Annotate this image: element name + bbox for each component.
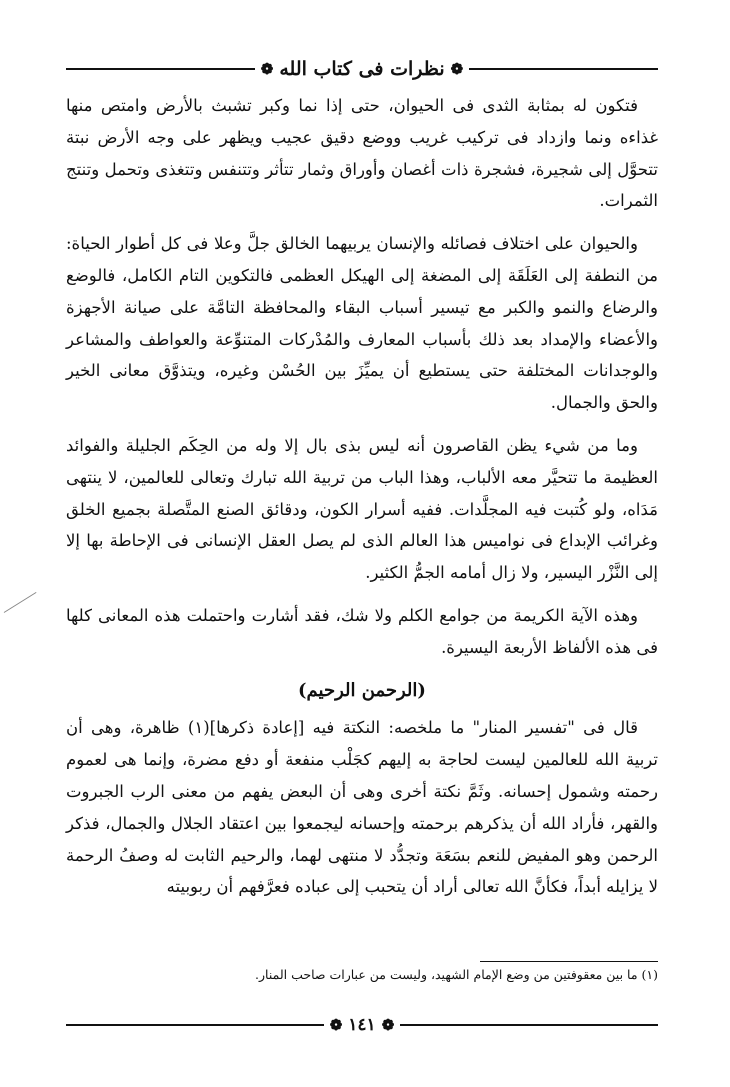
page-number-group [324,1015,401,1035]
header-rule-left [66,68,255,70]
margin-pencil-mark [4,592,37,613]
flower-ornament-icon: ❁ [329,1015,343,1034]
page-body [66,90,658,914]
footer-rule-left [66,1024,324,1026]
page-footer [66,1010,658,1040]
paragraph: وهذه الآية الكريمة من جوامع الكلم ولا شك، فقد أشارت واحتملت هذه المعانى كلها فى هذه الألفاظ الأربعة اليسيرة. [66,605,658,657]
running-header [66,52,658,86]
footer-rule-right [400,1024,658,1026]
flower-ornament-icon: ❁ [450,59,464,78]
flower-ornament-icon: ❁ [381,1015,395,1034]
header-title-group [255,58,469,80]
book-title: نظرات فى كتاب الله [279,58,445,80]
footnote: (١) ما بين معقوفتين من وضع الإمام الشهيد، وليست من عبارات صاحب المنار. [255,967,658,982]
paragraph: وما من شيء يظن القاصرون أنه ليس بذى بال إلا وله من الحِكَم الجليلة والفوائد العظيمة ما تتحيَّر معه الألباب، وهذا الباب من تربية الله تبارك وتعالى للعالمين، لا ينتهى مَدَاه، ولو كُتبت فيه المجلَّدات. ففيه أسرار الكون، ودقائق الصنع المتَّصلة بجميع الخلق وغرائب الإبداع فى نواميس هذا العالم الذى لم يصل العقل الإنسانى فى الإحاطة بها إلا إلى النَّزْر اليسير، ولا زال أمامه الجمُّ الكثير. [66,435,658,583]
paragraph: والحيوان على اختلاف فصائله والإنسان يربيهما الخالق جلَّ وعلا فى كل أطوار الحياة: من النطفة إلى العَلَقَة إلى المضغة إلى الهيكل العظمى فالتكوين التام الكامل، فالوضع والرضاع والنمو والكبر مع تيسير أسباب البقاء والمحافظة التامَّة على صيانة الأجهزة والأعضاء والإمداد بعد ذلك بأسباب المعارف والمُدْركات المتنوِّعة والعواطف والمشاعر والوجدانات المختلفة حتى يستطيع أن يميِّزَ بين الحُسْن وغيره، ويتذوَّق معانى الخير والحق والجمال. [66,234,658,413]
header-rule-right [469,68,658,70]
flower-ornament-icon: ❁ [260,59,274,78]
page-number: ١٤١ [348,1015,376,1035]
footnote-divider [480,961,658,962]
section-heading: (الرحمن الرحيم) [298,679,426,701]
paragraph: فتكون له بمثابة الثدى فى الحيوان، حتى إذا نما وكبر تشبث بالأرض وامتص منها غذاءه ونما وازداد فى تركيب غريب ووضع دقيق عجيب ويظهر على وجه الأرض نبتة تتحوَّل إلى شجيرة، فشجرة ذات أغصان وأوراق وثمار تتأثر وتتنفس وتتغذى وتحمل وتنتج الثمرات. [66,96,658,211]
paragraph: قال فى "تفسير المنار" ما ملخصه: النكتة فيه [إعادة ذكرها](١) ظاهرة، وهى أن تربية الله للعالمين ليست لحاجة به إليهم كجَلْب منفعة أو دفع مضرة، وإنما هى لعموم رحمته وشمول إحسانه. وثَمَّ نكتة أخرى وهى أن البعض يفهم من معنى الرب الجبروت والقهر، فأراد الله أن يذكرهم برحمته وإحسانه ليجمعوا بين اعتقاد الجلال والجمال، فذكر الرحمن وهو المفيض للنعم بسَعَة وتجدُّد لا منتهى لهما، والرحيم الثابت له وصفُ الرحمة لا يزايله أبداً، فكأنَّ الله تعالى أراد أن يتحبب إلى عباده فعرَّفهم أن ربوبيته [66,718,658,897]
